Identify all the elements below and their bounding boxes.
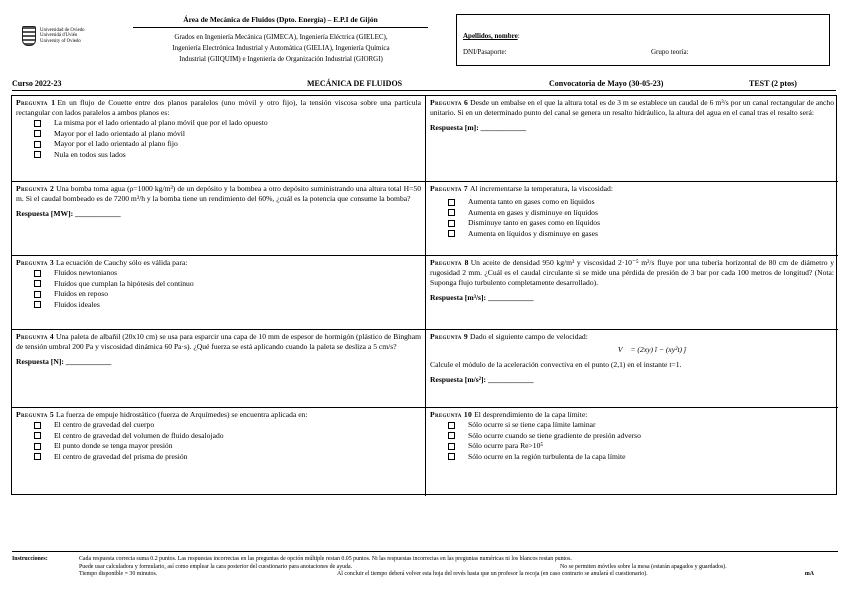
question-1 <box>12 96 426 182</box>
exam-code: mA <box>804 571 814 577</box>
dni-field-label[interactable]: DNI/Pasaporte: <box>463 48 507 56</box>
answer-field[interactable]: Respuesta [MW]: ____________ <box>16 209 121 218</box>
title-divider <box>133 27 428 28</box>
checkbox-icon[interactable] <box>448 209 455 216</box>
department-title: Área de Mecánica de Fluidos (Dpto. Energía) – E.P.I de Gijón <box>183 15 378 24</box>
question-label: Pregunta 7 <box>430 184 468 193</box>
checkbox-icon[interactable] <box>34 301 41 308</box>
info-divider <box>12 90 836 91</box>
checkbox-icon[interactable] <box>34 130 41 137</box>
instructions-line-2b: No se permiten móviles sobre la mesa (estarán apagados y guardados). <box>560 563 727 570</box>
checkbox-icon[interactable] <box>34 280 41 287</box>
checkbox-icon[interactable] <box>448 220 455 227</box>
option[interactable]: Fluidos en reposo <box>34 289 421 300</box>
question-label: Pregunta 4 <box>16 332 54 341</box>
question-label: Pregunta 8 <box>430 258 469 267</box>
question-8 <box>426 256 838 330</box>
option[interactable]: Sólo ocurre cuando se tiene gradiente de presión adverso <box>448 431 834 442</box>
checkbox-icon[interactable] <box>34 270 41 277</box>
student-id-box <box>456 14 830 66</box>
answer-field[interactable]: Respuesta [m]: ____________ <box>430 123 527 132</box>
checkbox-icon[interactable] <box>34 453 41 460</box>
checkbox-icon[interactable] <box>34 120 41 127</box>
exam-info-row <box>12 79 836 89</box>
question-9 <box>426 330 838 408</box>
question-text: Dado el siguiente campo de velocidad: <box>469 332 588 341</box>
footer-divider <box>12 551 838 552</box>
question-label: Pregunta 6 <box>430 98 469 107</box>
answer-field[interactable]: Respuesta [N]: ____________ <box>16 357 112 366</box>
question-text: El desprendimiento de la capa límite: <box>474 410 588 419</box>
question-4 <box>12 330 426 408</box>
name-field-label[interactable]: Apellidos, nombre: <box>463 32 520 40</box>
question-5 <box>12 408 426 496</box>
checkbox-icon[interactable] <box>34 432 41 439</box>
question-label: Pregunta 9 <box>430 332 468 341</box>
option[interactable]: Aumenta en líquidos y disminuye en gases <box>448 229 834 240</box>
option[interactable]: Mayor por el lado orientado al plano móvil <box>34 129 421 140</box>
instructions-line-3a: Tiempo disponible = 30 minutos. <box>79 571 158 577</box>
option[interactable]: Aumenta en gases y disminuye en líquidos <box>448 208 834 219</box>
checkbox-icon[interactable] <box>448 230 455 237</box>
option[interactable]: Fluidos ideales <box>34 300 421 311</box>
test-points-label: TEST (2 ptos) <box>749 79 797 88</box>
checkbox-icon[interactable] <box>34 291 41 298</box>
answer-field[interactable]: Respuesta [m³/s]: ____________ <box>430 293 534 302</box>
instructions-line-3b: Al concluir el tiempo deberá volver esta hoja del revés hasta que un profesor la recoja (en caso contrario se anulará el cuestionario). <box>337 571 648 577</box>
option[interactable]: Sólo ocurre si se tiene capa límite laminar <box>448 420 834 431</box>
question-3 <box>12 256 426 330</box>
question-2 <box>12 182 426 256</box>
question-label: Pregunta 10 <box>430 410 473 419</box>
question-text: En un flujo de Couette entre dos planos paralelos (uno móvil y otro fijo), la tensión viscosa sobre una partícula rectangular con lados paralelos a ambos planos es: <box>16 98 421 117</box>
option[interactable]: El centro de gravedad del volumen de fluido desalojado <box>34 431 421 442</box>
option[interactable]: Mayor por el lado orientado al plano fijo <box>34 139 421 150</box>
question-text: La fuerza de empuje hidrostático (fuerza de Arquímedes) se encuentra aplicada en: <box>55 410 308 419</box>
option[interactable]: El centro de gravedad del cuerpo <box>34 420 421 431</box>
option[interactable]: La misma por el lado orientado al plano móvil que por el lado opuesto <box>34 118 421 129</box>
instructions-line-2a: Puede usar calculadora y formulario, así como emplear la cara posterior del cuestionario para anotaciones de ayuda. <box>79 563 353 570</box>
checkbox-icon[interactable] <box>448 453 455 460</box>
subject-label: MECÁNICA DE FLUIDOS <box>307 79 403 88</box>
question-10 <box>426 408 838 496</box>
checkbox-icon[interactable] <box>34 443 41 450</box>
checkbox-icon[interactable] <box>448 422 455 429</box>
checkbox-icon[interactable] <box>448 199 455 206</box>
instructions-line-1: Cada respuesta correcta suma 0.2 puntos. Las respuestas incorrectas en las preguntas de opción múltiple restan 0.05 puntos. Ni las respuestas incorrectas en las preguntas numéricas ni los blancos restan puntos. <box>79 556 572 562</box>
question-text: Una paleta de albañil (20x10 cm) se usa para esparcir una capa de 10 mm de espesor de hormigón (plástico de Bingham de tensión umbral 200 Pa y viscosidad dinámica 60 Pa·s). ¿Qué fuerza se está aplicando cuando la paleta se desliza a 5 cm/s? <box>16 332 422 351</box>
question-text-2: Calcule el módulo de la aceleración convectiva en el punto (2,1) en el instante t=1. <box>430 360 682 369</box>
question-text: Desde un embalse en el que la altura total es de 3 m se establece un caudal de 6 m³/s por un canal rectangular de ancho unitario. Si en un determinado punto del canal se genera un resalto hidráulico, la altura del agua en el canal tras el resalto será: <box>430 98 835 117</box>
option[interactable]: Aumenta tanto en gases como en líquidos <box>448 197 834 208</box>
question-text: La ecuación de Cauchy sólo es válida para: <box>55 258 188 267</box>
option[interactable]: Disminuye tanto en gases como en líquidos <box>448 218 834 229</box>
questions-grid <box>11 95 837 495</box>
course-label: Curso 2022-23 <box>12 79 62 88</box>
checkbox-icon[interactable] <box>448 443 455 450</box>
question-label: Pregunta 1 <box>16 98 56 107</box>
option[interactable]: Nula en todos sus lados <box>34 150 421 161</box>
question-6 <box>426 96 838 182</box>
university-logo <box>22 26 96 46</box>
question-7 <box>426 182 838 256</box>
university-name: Universidad de Oviedo Universidá d'Uviéu University of Oviedo <box>40 27 85 44</box>
checkbox-icon[interactable] <box>34 422 41 429</box>
question-text: Al incrementarse la temperatura, la viscosidad: <box>469 184 613 193</box>
option[interactable]: Sólo ocurre para Re>10⁵ <box>448 441 834 452</box>
option[interactable]: El punto donde se tenga mayor presión <box>34 441 421 452</box>
question-label: Pregunta 5 <box>16 410 54 419</box>
checkbox-icon[interactable] <box>448 432 455 439</box>
option[interactable]: El centro de gravedad del prisma de presión <box>34 452 421 463</box>
degrees-subtitle: Grados en Ingeniería Mecánica (GIMECA), Ingeniería Eléctrica (GIELEC), Ingeniería Electrónica Industrial y Automática (GIELIA), Ingeniería Química Industrial (GIIQUIM) e Ingeniería de Organización Industrial (GIORGI) <box>172 33 390 63</box>
velocity-equation: V⃗ = (2xy) î − (xy²t) ĵ <box>617 345 687 354</box>
question-text: Un aceite de densidad 950 kg/m³ y viscosidad 2·10⁻⁵ m²/s fluye por una tubería horizontal de 80 cm de diámetro y rugosidad 2 mm. ¿Cuál es el caudal circulante si se mide una pérdida de presión de 3 bar por cada 100 metros de longitud? (Nota: Suponga flujo turbulento completamente desarrollado). <box>430 258 834 287</box>
checkbox-icon[interactable] <box>34 151 41 158</box>
group-field-label[interactable]: Grupo teoría: <box>651 48 689 56</box>
option[interactable]: Fluidos newtonianos <box>34 268 421 279</box>
option[interactable]: Sólo ocurre en la región turbulenta de la capa límite <box>448 452 834 463</box>
checkbox-icon[interactable] <box>34 141 41 148</box>
question-label: Pregunta 2 <box>16 184 55 193</box>
call-label: Convocatoria de Mayo (30-05-23) <box>549 79 664 88</box>
university-crest-icon <box>22 26 36 46</box>
question-text: Una bomba toma agua (ρ=1000 kg/m³) de un depósito y la bombea a otro depósito suministrando una altura total H=50 m. Si el caudal bombeado es de 7200 m³/h y la bomba tiene un rendimiento del 60%, ¿cuál es la potencia que consume la bomba? <box>16 184 421 203</box>
instructions-label: Instrucciones: <box>12 556 48 562</box>
answer-field[interactable]: Respuesta [m/s²]: ____________ <box>430 375 534 384</box>
question-label: Pregunta 3 <box>16 258 54 267</box>
option[interactable]: Fluidos que cumplan la hipótesis del continuo <box>34 279 421 290</box>
